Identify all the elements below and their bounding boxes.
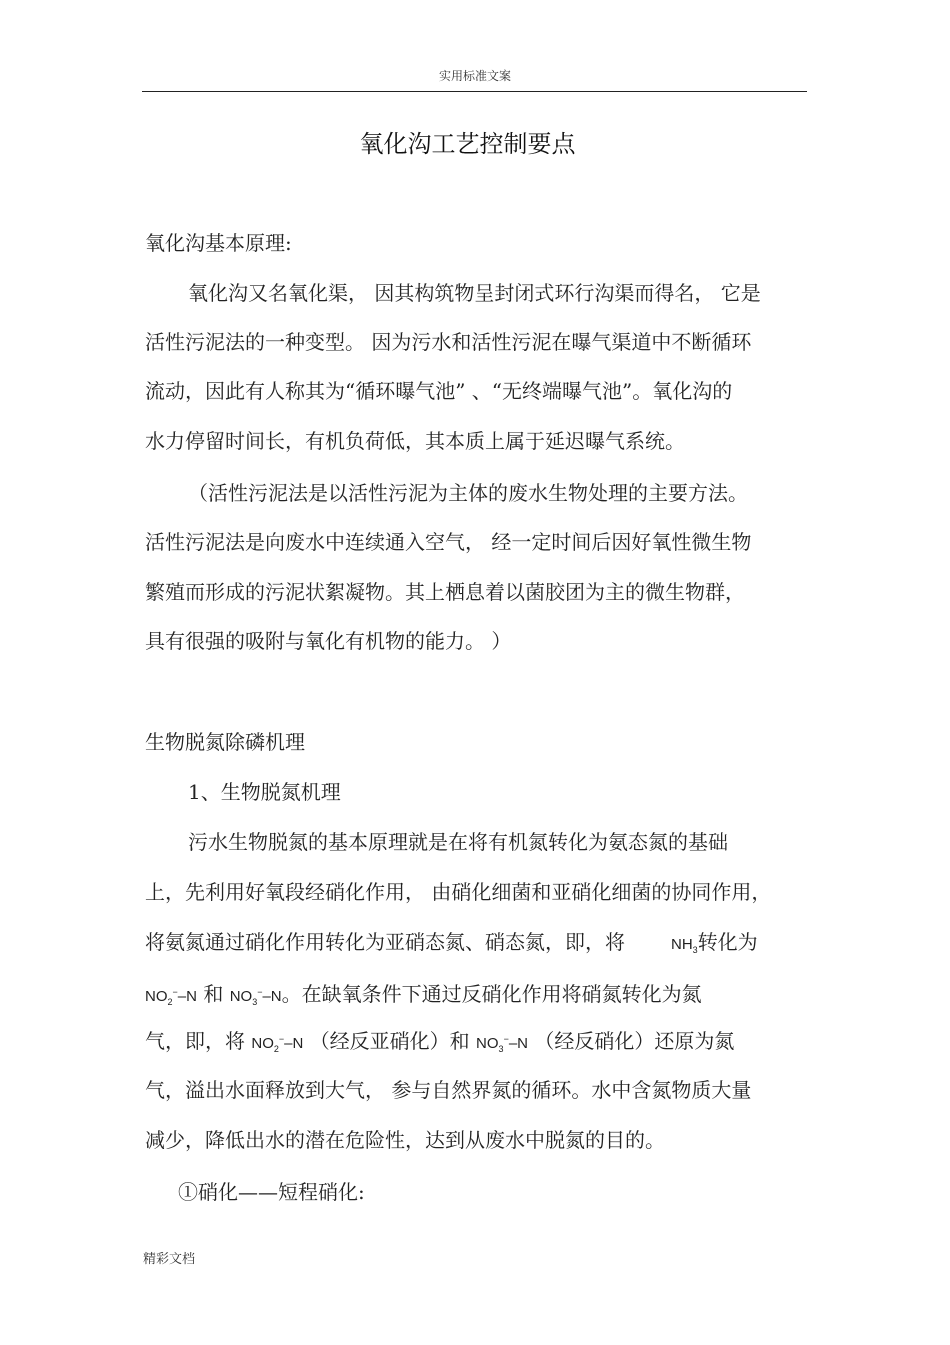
paragraph-line xyxy=(145,978,702,1016)
text-fragment: 气，即，将 xyxy=(145,1029,245,1053)
paragraph-line: 减少，降低出水的潜在危险性，达到从废水中脱氮的目的。 xyxy=(145,1128,665,1152)
formula-nh3 xyxy=(671,936,698,953)
formula-base: NO xyxy=(476,1035,499,1052)
paragraph-line: 氧化沟又名氧化渠， 因其构筑物呈封闭式环行沟渠而得名， 它是 xyxy=(188,281,761,305)
paragraph-line: 繁殖而形成的污泥状絮凝物。其上栖息着以菌胶团为主的微生物群， xyxy=(145,580,745,604)
formula-suffix: –N xyxy=(262,988,282,1005)
subsection-heading: 1、生物脱氮机理 xyxy=(188,780,341,804)
paragraph-line: 活性污泥法是向废水中连续通入空气， 经一定时间后因好氧性微生物 xyxy=(145,530,752,554)
formula-base: NO xyxy=(145,988,168,1005)
page-header: 实用标准文案 xyxy=(438,69,511,83)
formula-suffix: –N xyxy=(508,1035,529,1052)
formula-sub: 3 xyxy=(692,945,698,955)
formula-no3-n xyxy=(476,1035,528,1052)
formula-sub: 3 xyxy=(498,1044,504,1054)
formula-base: NO xyxy=(251,1035,274,1052)
formula-no2-n xyxy=(145,988,197,1005)
formula-sup: − xyxy=(278,1034,285,1044)
paragraph-line: 具有很强的吸附与氧化有机物的能力。 ） xyxy=(145,629,512,653)
formula-no3-n xyxy=(230,988,282,1005)
formula-suffix: –N xyxy=(177,988,197,1005)
section-heading-mechanism: 生物脱氮除磷机理 xyxy=(145,730,305,754)
paragraph-line xyxy=(145,928,758,964)
paragraph-line xyxy=(145,1025,734,1063)
document-title: 氧化沟工艺控制要点 xyxy=(359,130,576,158)
text-fragment: （经反硝化）还原为氮 xyxy=(534,1029,735,1053)
page-footer: 精彩文档 xyxy=(143,1252,196,1267)
formula-base: NH xyxy=(671,936,693,953)
formula-sub: 2 xyxy=(167,997,173,1007)
paragraph-line: 污水生物脱氮的基本原理就是在将有机氮转化为氨态氮的基础 xyxy=(188,830,728,854)
section-heading-principle: 氧化沟基本原理: xyxy=(145,231,292,255)
paragraph-line: 上，先利用好氧段经硝化作用， 由硝化细菌和亚硝化细菌的协同作用， xyxy=(145,880,772,904)
formula-sub: 3 xyxy=(252,997,258,1007)
paragraph-line: 水力停留时间长，有机负荷低，其本质上属于延迟曝气系统。 xyxy=(145,429,685,453)
subsection-heading: ①硝化——短程硝化: xyxy=(178,1180,365,1204)
text-fragment: 。在缺氧条件下通过反硝化作用将硝氮转化为氮 xyxy=(281,982,702,1006)
text-fragment: 转化为 xyxy=(697,930,758,954)
formula-sup: − xyxy=(172,987,178,997)
text-fragment: （经反亚硝化）和 xyxy=(309,1029,470,1053)
formula-base: NO xyxy=(229,988,253,1005)
text-fragment: 将氨氮通过硝化作用转化为亚硝态氮、硝态氮，即，将 xyxy=(145,930,625,954)
formula-suffix: –N xyxy=(284,1035,304,1052)
paragraph-line: （活性污泥法是以活性污泥为主体的废水生物处理的主要方法。 xyxy=(188,481,748,505)
paragraph-line: 活性污泥法的一种变型。 因为污水和活性污泥在曝气渠道中不断循环 xyxy=(145,330,752,354)
paragraph-line: 流动，因此有人称其为“循环曝气池” 、“无终端曝气池”。氧化沟的 xyxy=(145,379,733,403)
formula-sub: 2 xyxy=(273,1044,279,1054)
formula-no2-n xyxy=(251,1035,303,1052)
paragraph-line: 气，溢出水面释放到大气， 参与自然界氮的循环。水中含氮物质大量 xyxy=(145,1078,752,1102)
formula-sup: − xyxy=(257,987,263,997)
header-rule xyxy=(142,91,807,92)
text-fragment: 和 xyxy=(203,982,224,1006)
formula-sup: − xyxy=(503,1034,509,1044)
